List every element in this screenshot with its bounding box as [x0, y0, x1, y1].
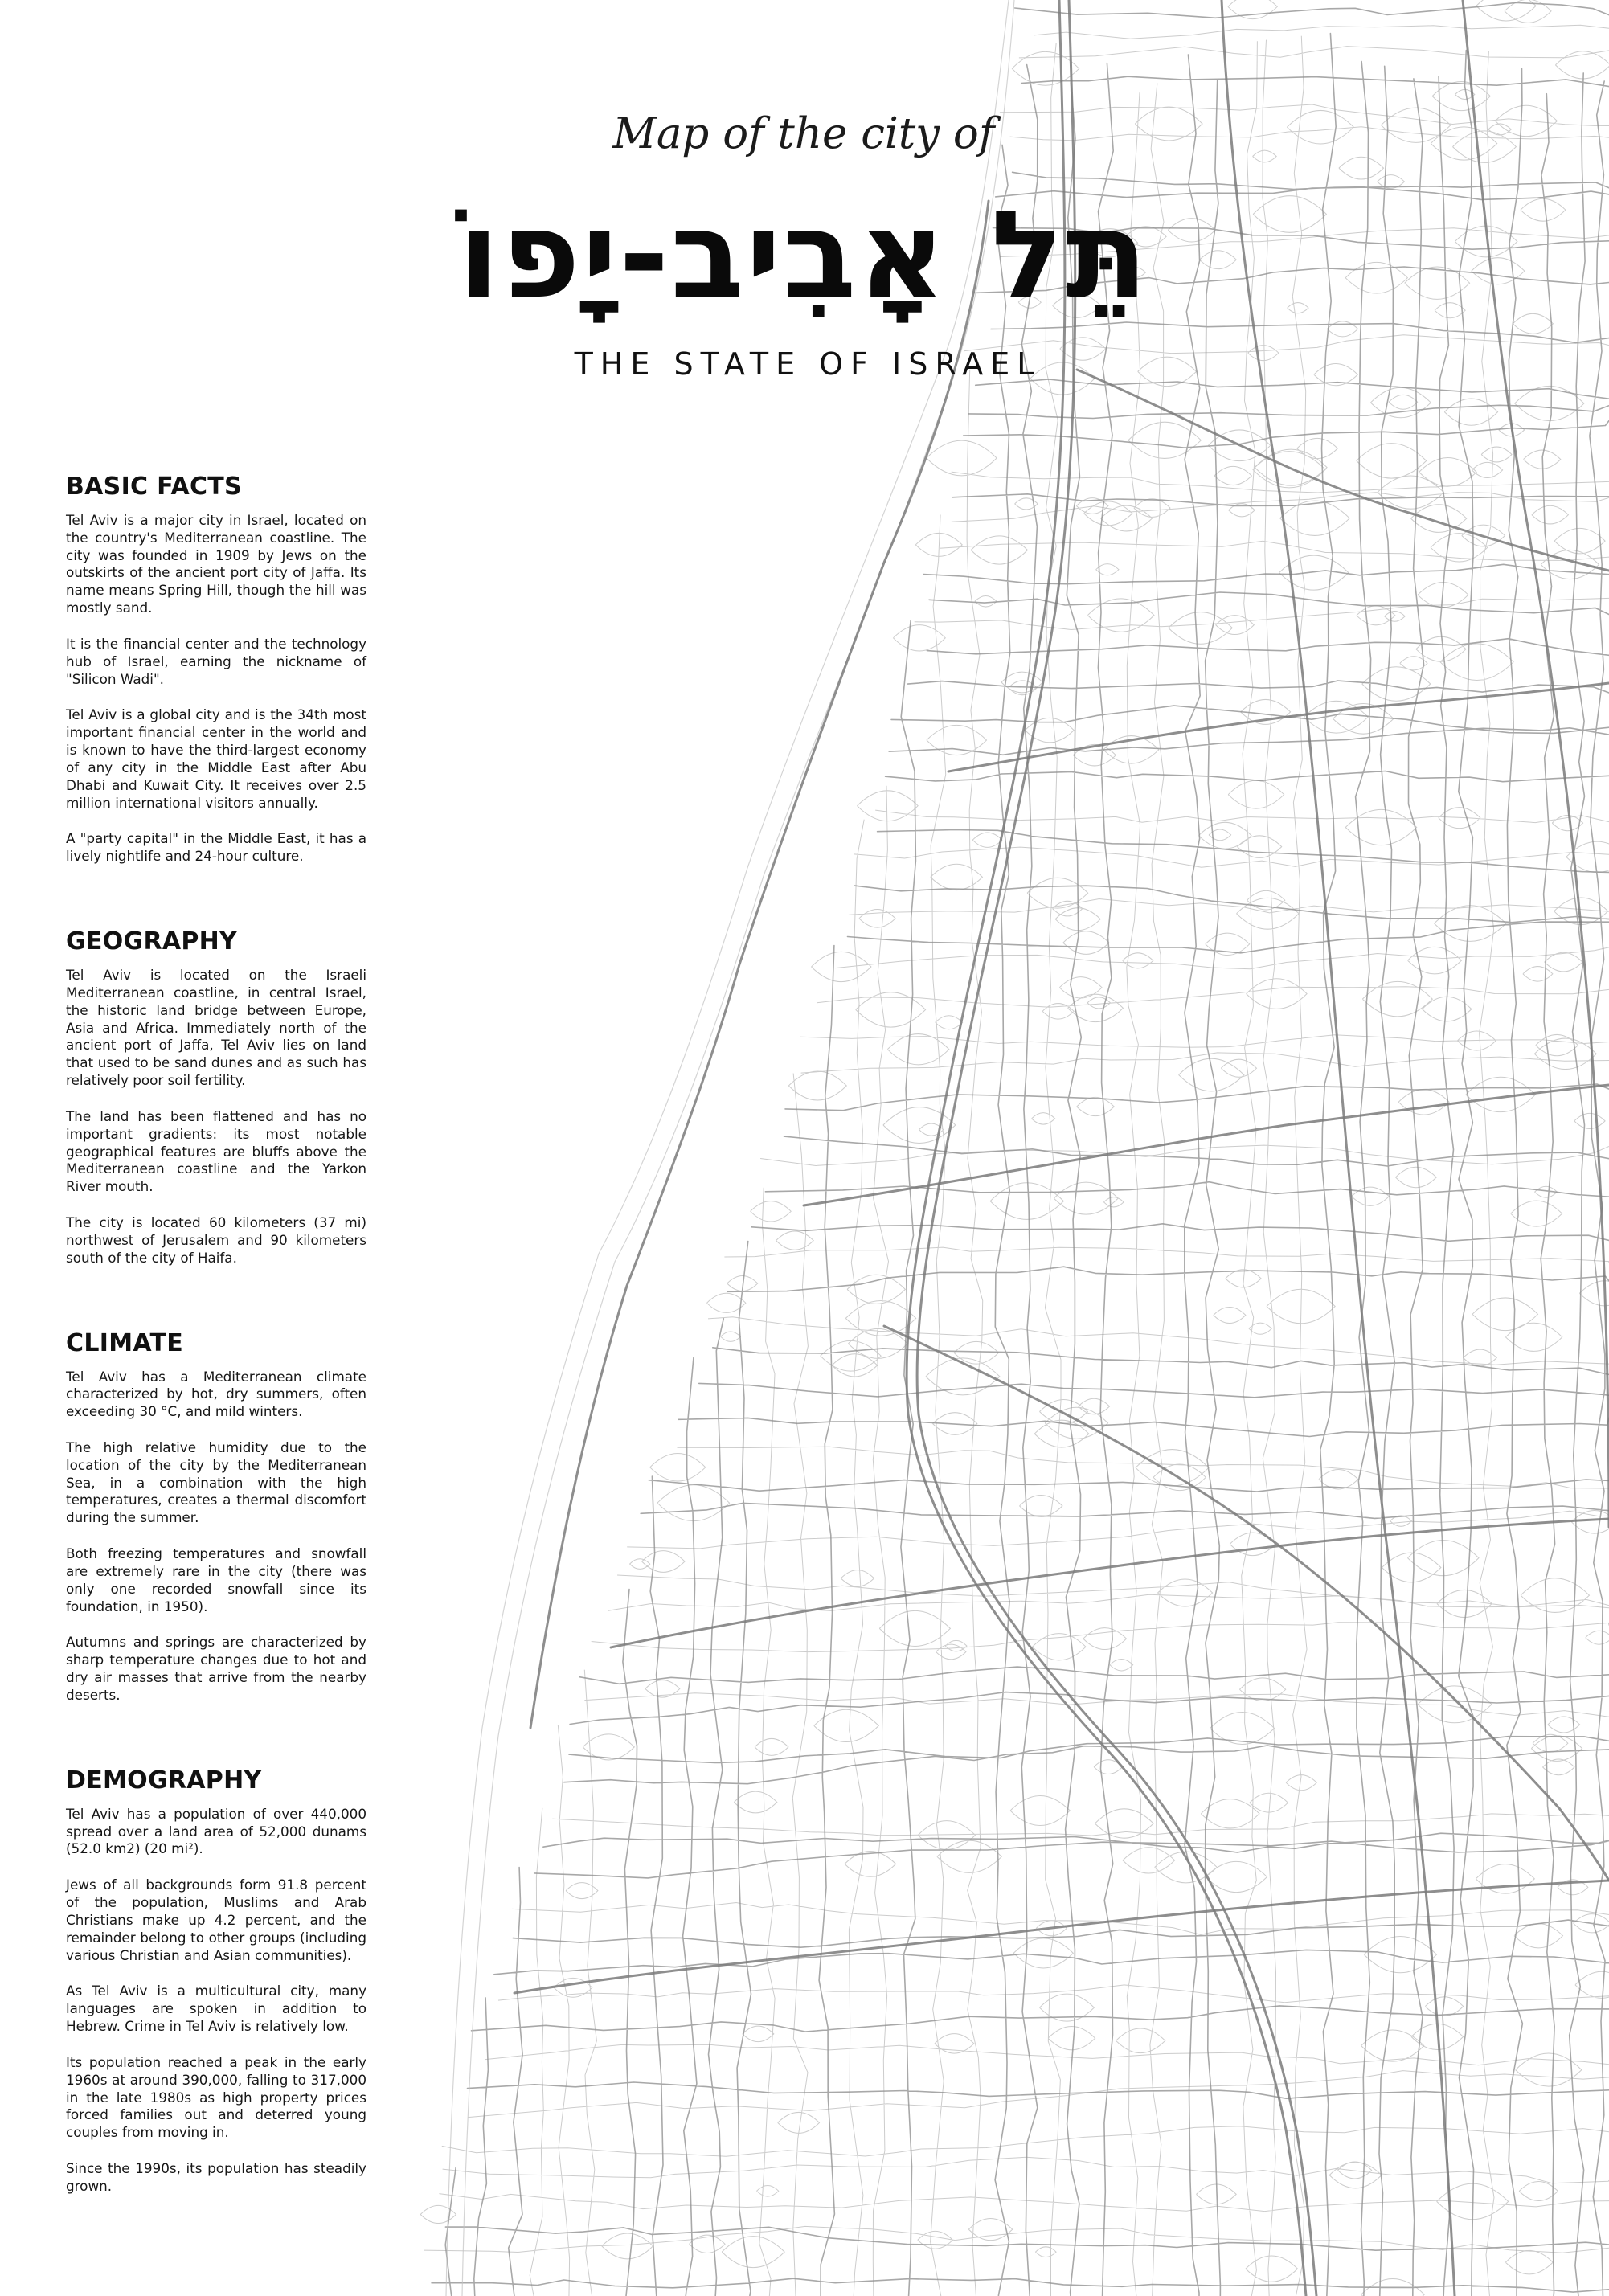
- road-east: [1463, 0, 1609, 1527]
- section-geography: [66, 927, 366, 1267]
- section-paragraph: Tel Aviv is a major city in Israel, located on the country's Mediterranean coastline. The city was founded in 1909 by Jews on the outskirts of the ancient port city of Jaffa. Its name means Spring Hill, though the hill was mostly sand.: [66, 512, 366, 616]
- title-block: [273, 108, 1334, 382]
- city-name-hebrew: תֵּל אָבִיב-יָפוֹ: [457, 185, 1150, 325]
- section-paragraph: The city is located 60 kilometers (37 mi) northwest of Jerusalem and 90 kilometers south of the city of Haifa.: [66, 1214, 366, 1266]
- country-name: THE STATE OF ISRAEL: [574, 346, 1042, 382]
- section-paragraph: Since the 1990s, its population has steadily grown.: [66, 2160, 366, 2194]
- road-diagonal: [884, 1326, 1609, 1881]
- section-heading: CLIMATE: [66, 1328, 184, 1357]
- section-paragraph: Both freezing temperatures and snowfall are extremely rare in the city (there was only one recorded snowfall since its foundation, in 1950).: [66, 1545, 366, 1615]
- section-paragraph: Autumns and springs are characterized by sharp temperature changes due to hot and dry air masses that arrive from the nearby deserts.: [66, 1634, 366, 1703]
- info-sidebar: [66, 473, 366, 2214]
- section-paragraph: Tel Aviv is located on the Israeli Mediterranean coastline, in central Israel, the historic land bridge between Europe, Asia and Africa. Immediately north of the ancient port of Jaffa, Tel Aviv lies on land that used to be sand dunes and as such has relatively poor soil fertility.: [66, 967, 366, 1089]
- section-paragraph: Jews of all backgrounds form 91.8 percent of the population, Muslims and Arab Christians make up 4.2 percent, and the remainder belong to other groups (including various Christian and Asian communities).: [66, 1876, 366, 1963]
- road-cross-1: [948, 683, 1609, 771]
- section-heading: GEOGRAPHY: [66, 927, 238, 956]
- road-coastal: [530, 201, 989, 1728]
- section-climate: [66, 1329, 366, 1705]
- section-paragraph: The land has been flattened and has no important gradients: its most notable geographical features are bluffs above the Mediterranean coastline and the Yarkon River mouth.: [66, 1107, 366, 1195]
- section-paragraph: A "party capital" in the Middle East, it has a lively nightlife and 24-hour culture.: [66, 830, 366, 865]
- section-paragraph: Tel Aviv has a population of over 440,000 spread over a land area of 52,000 dunams (52.0 km2) (20 mi²).: [66, 1805, 366, 1857]
- map-subtitle: Map of the city of: [612, 109, 995, 158]
- section-basic-facts: [66, 473, 366, 866]
- section-paragraph: The high relative humidity due to the location of the city by the Mediterranean Sea, in a combination with the high temperatures, creates a thermal discomfort during the summer.: [66, 1439, 366, 1526]
- section-paragraph: As Tel Aviv is a multicultural city, many languages are spoken in addition to Hebrew. Crime in Tel Aviv is relatively low.: [66, 1983, 366, 2035]
- section-paragraph: Its population reached a peak in the early 1960s at around 390,000, falling to 317,000 in the late 1980s as high property prices forced families out and deterred young couples from moving in.: [66, 2053, 366, 2141]
- section-demography: [66, 1766, 366, 2196]
- section-paragraph: Tel Aviv is a global city and is the 34th most important financial center in the world and is known to have the third-largest economy of any city in the Middle East after Abu Dhabi and Kuwait City. It receives over 2.5 million international visitors annually.: [66, 706, 366, 811]
- section-paragraph: Tel Aviv has a Mediterranean climate characterized by hot, dry summers, often exceeding 30 °C, and mild winters.: [66, 1368, 366, 1420]
- section-heading: BASIC FACTS: [66, 473, 242, 501]
- section-paragraph: It is the financial center and the technology hub of Israel, earning the nickname of "Silicon Wadi".: [66, 635, 366, 687]
- section-heading: DEMOGRAPHY: [66, 1766, 262, 1795]
